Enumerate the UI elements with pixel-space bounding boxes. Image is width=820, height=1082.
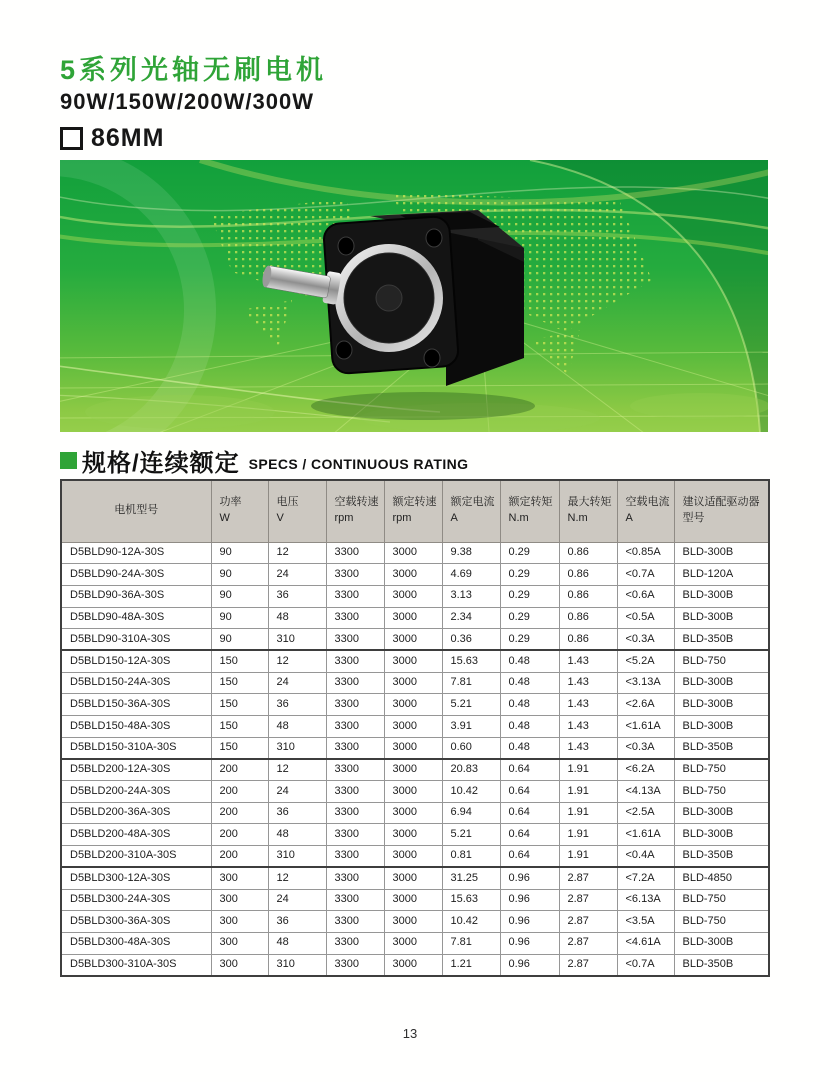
table-row bbox=[61, 716, 769, 738]
table-cell: 150 bbox=[211, 716, 268, 738]
table-cell: BLD-300B bbox=[674, 672, 769, 694]
section-title-en: SPECS / CONTINUOUS RATING bbox=[248, 455, 469, 472]
table-row bbox=[61, 846, 769, 868]
table-cell: 48 bbox=[268, 607, 326, 629]
table-cell: BLD-300B bbox=[674, 802, 769, 824]
table-cell: <2.6A bbox=[617, 694, 674, 716]
table-cell: 2.87 bbox=[559, 954, 617, 976]
table-cell: 2.87 bbox=[559, 932, 617, 954]
table-cell: 3300 bbox=[326, 759, 384, 781]
table-cell: 48 bbox=[268, 824, 326, 846]
table-cell: 3300 bbox=[326, 564, 384, 586]
table-cell: 0.86 bbox=[559, 585, 617, 607]
table-cell: 12 bbox=[268, 759, 326, 781]
table-cell: 12 bbox=[268, 542, 326, 564]
column-header: 建议适配驱动器型号 bbox=[674, 480, 769, 542]
table-cell: BLD-750 bbox=[674, 911, 769, 933]
table-cell: BLD-300B bbox=[674, 585, 769, 607]
model-cell: D5BLD200-24A-30S bbox=[61, 781, 211, 803]
table-cell: <6.2A bbox=[617, 759, 674, 781]
model-cell: D5BLD200-310A-30S bbox=[61, 846, 211, 868]
table-cell: 0.81 bbox=[442, 846, 500, 868]
table-cell: BLD-750 bbox=[674, 781, 769, 803]
table-cell: 0.29 bbox=[500, 564, 559, 586]
table-cell: 6.94 bbox=[442, 802, 500, 824]
table-cell: 9.38 bbox=[442, 542, 500, 564]
column-header: 最大转矩 N.m bbox=[559, 480, 617, 542]
table-row bbox=[61, 911, 769, 933]
table-row bbox=[61, 564, 769, 586]
table-cell: <0.3A bbox=[617, 737, 674, 759]
frame-size-label: 86MM bbox=[91, 124, 165, 153]
table-cell: BLD-350B bbox=[674, 954, 769, 976]
table-cell: 3000 bbox=[384, 694, 442, 716]
table-cell: <6.13A bbox=[617, 889, 674, 911]
table-cell: 12 bbox=[268, 867, 326, 889]
table-cell: 90 bbox=[211, 629, 268, 651]
table-cell: 3300 bbox=[326, 607, 384, 629]
table-cell: 1.43 bbox=[559, 694, 617, 716]
table-cell: <3.13A bbox=[617, 672, 674, 694]
table-cell: <1.61A bbox=[617, 716, 674, 738]
model-cell: D5BLD200-36A-30S bbox=[61, 802, 211, 824]
table-cell: 0.96 bbox=[500, 954, 559, 976]
table-cell: 31.25 bbox=[442, 867, 500, 889]
table-cell: 300 bbox=[211, 867, 268, 889]
table-cell: 24 bbox=[268, 889, 326, 911]
table-cell: 0.60 bbox=[442, 737, 500, 759]
table-cell: 36 bbox=[268, 585, 326, 607]
table-cell: 3300 bbox=[326, 824, 384, 846]
table-cell: 200 bbox=[211, 759, 268, 781]
table-cell: 0.48 bbox=[500, 737, 559, 759]
square-outline-icon bbox=[60, 127, 83, 150]
model-cell: D5BLD300-36A-30S bbox=[61, 911, 211, 933]
table-cell: 3300 bbox=[326, 585, 384, 607]
model-cell: D5BLD150-24A-30S bbox=[61, 672, 211, 694]
table-cell: BLD-4850 bbox=[674, 867, 769, 889]
table-row bbox=[61, 650, 769, 672]
table-cell: 3300 bbox=[326, 650, 384, 672]
table-cell: 20.83 bbox=[442, 759, 500, 781]
table-cell: 3000 bbox=[384, 716, 442, 738]
table-cell: 300 bbox=[211, 932, 268, 954]
table-cell: 3300 bbox=[326, 694, 384, 716]
table-cell: <1.61A bbox=[617, 824, 674, 846]
table-cell: BLD-300B bbox=[674, 694, 769, 716]
table-row bbox=[61, 672, 769, 694]
table-cell: 3300 bbox=[326, 542, 384, 564]
section-marker-icon bbox=[60, 452, 77, 469]
table-row bbox=[61, 542, 769, 564]
table-cell: 36 bbox=[268, 802, 326, 824]
table-cell: <0.3A bbox=[617, 629, 674, 651]
table-cell: 48 bbox=[268, 932, 326, 954]
table-cell: 310 bbox=[268, 954, 326, 976]
table-cell: 200 bbox=[211, 824, 268, 846]
table-cell: 0.36 bbox=[442, 629, 500, 651]
table-cell: 3300 bbox=[326, 672, 384, 694]
column-header: 额定电流 A bbox=[442, 480, 500, 542]
table-row bbox=[61, 954, 769, 976]
table-cell: 0.64 bbox=[500, 759, 559, 781]
table-cell: 200 bbox=[211, 781, 268, 803]
table-cell: BLD-750 bbox=[674, 889, 769, 911]
table-cell: 1.91 bbox=[559, 781, 617, 803]
table-cell: 0.64 bbox=[500, 781, 559, 803]
table-cell: 7.81 bbox=[442, 932, 500, 954]
table-cell: BLD-750 bbox=[674, 759, 769, 781]
table-cell: 90 bbox=[211, 542, 268, 564]
table-cell: 3000 bbox=[384, 954, 442, 976]
table-cell: <4.61A bbox=[617, 932, 674, 954]
table-cell: 0.48 bbox=[500, 650, 559, 672]
table-cell: 2.87 bbox=[559, 867, 617, 889]
model-cell: D5BLD90-36A-30S bbox=[61, 585, 211, 607]
table-cell: <0.7A bbox=[617, 954, 674, 976]
table-cell: 5.21 bbox=[442, 824, 500, 846]
table-cell: 90 bbox=[211, 607, 268, 629]
table-cell: <4.13A bbox=[617, 781, 674, 803]
table-row bbox=[61, 932, 769, 954]
model-cell: D5BLD300-24A-30S bbox=[61, 889, 211, 911]
page-title: 5系列光轴无刷电机 bbox=[60, 55, 328, 85]
table-cell: 1.43 bbox=[559, 716, 617, 738]
table-cell: 3000 bbox=[384, 650, 442, 672]
table-row bbox=[61, 694, 769, 716]
column-header: 额定转速 rpm bbox=[384, 480, 442, 542]
model-cell: D5BLD90-48A-30S bbox=[61, 607, 211, 629]
table-cell: 24 bbox=[268, 781, 326, 803]
section-title-cn: 规格/连续额定 bbox=[82, 450, 240, 477]
model-cell: D5BLD300-12A-30S bbox=[61, 867, 211, 889]
table-cell: <0.7A bbox=[617, 564, 674, 586]
table-cell: 2.87 bbox=[559, 889, 617, 911]
table-cell: 7.81 bbox=[442, 672, 500, 694]
table-cell: 36 bbox=[268, 694, 326, 716]
table-cell: 3000 bbox=[384, 781, 442, 803]
table-cell: <3.5A bbox=[617, 911, 674, 933]
table-row bbox=[61, 802, 769, 824]
table-cell: 1.43 bbox=[559, 650, 617, 672]
table-cell: 310 bbox=[268, 846, 326, 868]
table-cell: 3300 bbox=[326, 802, 384, 824]
table-cell: BLD-300B bbox=[674, 824, 769, 846]
column-header: 电压 V bbox=[268, 480, 326, 542]
table-row bbox=[61, 889, 769, 911]
table-cell: 0.48 bbox=[500, 694, 559, 716]
table-cell: BLD-350B bbox=[674, 737, 769, 759]
table-cell: 3300 bbox=[326, 716, 384, 738]
table-cell: 12 bbox=[268, 650, 326, 672]
table-cell: 3000 bbox=[384, 672, 442, 694]
table-cell: 1.43 bbox=[559, 737, 617, 759]
table-cell: 5.21 bbox=[442, 694, 500, 716]
table-cell: 300 bbox=[211, 911, 268, 933]
section-header bbox=[60, 443, 468, 478]
table-cell: 15.63 bbox=[442, 889, 500, 911]
table-cell: 3300 bbox=[326, 629, 384, 651]
page-subtitle: 90W/150W/200W/300W bbox=[60, 89, 314, 115]
table-cell: 1.21 bbox=[442, 954, 500, 976]
table-cell: 3000 bbox=[384, 759, 442, 781]
table-cell: 3000 bbox=[384, 867, 442, 889]
table-cell: <0.6A bbox=[617, 585, 674, 607]
table-cell: 3000 bbox=[384, 802, 442, 824]
table-cell: 0.64 bbox=[500, 846, 559, 868]
model-cell: D5BLD300-48A-30S bbox=[61, 932, 211, 954]
table-cell: BLD-300B bbox=[674, 932, 769, 954]
table-cell: 3300 bbox=[326, 737, 384, 759]
table-row bbox=[61, 629, 769, 651]
table-cell: 3300 bbox=[326, 867, 384, 889]
table-cell: 24 bbox=[268, 672, 326, 694]
table-row bbox=[61, 585, 769, 607]
model-cell: D5BLD150-12A-30S bbox=[61, 650, 211, 672]
table-cell: 200 bbox=[211, 802, 268, 824]
spec-table-header-row bbox=[61, 480, 769, 542]
table-cell: 3000 bbox=[384, 607, 442, 629]
model-cell: D5BLD90-24A-30S bbox=[61, 564, 211, 586]
table-cell: BLD-750 bbox=[674, 650, 769, 672]
model-cell: D5BLD300-310A-30S bbox=[61, 954, 211, 976]
table-cell: 1.91 bbox=[559, 824, 617, 846]
table-cell: 150 bbox=[211, 694, 268, 716]
table-cell: 310 bbox=[268, 737, 326, 759]
table-cell: 2.87 bbox=[559, 911, 617, 933]
table-cell: 90 bbox=[211, 585, 268, 607]
table-cell: 0.48 bbox=[500, 672, 559, 694]
table-cell: 3300 bbox=[326, 889, 384, 911]
table-cell: 0.29 bbox=[500, 607, 559, 629]
table-cell: 3.13 bbox=[442, 585, 500, 607]
model-cell: D5BLD150-310A-30S bbox=[61, 737, 211, 759]
table-cell: 0.96 bbox=[500, 867, 559, 889]
table-cell: 3000 bbox=[384, 824, 442, 846]
model-cell: D5BLD150-48A-30S bbox=[61, 716, 211, 738]
table-cell: 1.91 bbox=[559, 846, 617, 868]
table-cell: 36 bbox=[268, 911, 326, 933]
table-cell: 10.42 bbox=[442, 911, 500, 933]
table-cell: 3000 bbox=[384, 889, 442, 911]
frame-size-row bbox=[60, 124, 768, 153]
table-cell: BLD-300B bbox=[674, 607, 769, 629]
table-row bbox=[61, 781, 769, 803]
table-cell: 200 bbox=[211, 846, 268, 868]
table-cell: 3300 bbox=[326, 954, 384, 976]
table-row bbox=[61, 737, 769, 759]
table-cell: 1.43 bbox=[559, 672, 617, 694]
table-row bbox=[61, 607, 769, 629]
table-cell: 0.96 bbox=[500, 932, 559, 954]
table-cell: 4.69 bbox=[442, 564, 500, 586]
table-cell: <5.2A bbox=[617, 650, 674, 672]
table-cell: 90 bbox=[211, 564, 268, 586]
table-row bbox=[61, 867, 769, 889]
table-cell: 2.34 bbox=[442, 607, 500, 629]
model-cell: D5BLD200-12A-30S bbox=[61, 759, 211, 781]
table-cell: 0.29 bbox=[500, 629, 559, 651]
table-cell: <2.5A bbox=[617, 802, 674, 824]
table-cell: 3000 bbox=[384, 846, 442, 868]
table-cell: 3300 bbox=[326, 932, 384, 954]
table-cell: 150 bbox=[211, 737, 268, 759]
table-cell: BLD-300B bbox=[674, 542, 769, 564]
column-header: 空载电流 A bbox=[617, 480, 674, 542]
table-cell: 0.86 bbox=[559, 542, 617, 564]
spec-table-body bbox=[61, 542, 769, 976]
table-cell: 150 bbox=[211, 650, 268, 672]
banner-art bbox=[60, 160, 768, 432]
table-cell: <0.85A bbox=[617, 542, 674, 564]
model-cell: D5BLD150-36A-30S bbox=[61, 694, 211, 716]
table-cell: 3000 bbox=[384, 542, 442, 564]
page-number: 13 bbox=[402, 1026, 418, 1041]
model-cell: D5BLD200-48A-30S bbox=[61, 824, 211, 846]
table-cell: BLD-120A bbox=[674, 564, 769, 586]
column-header: 电机型号 bbox=[61, 480, 211, 542]
table-cell: <0.5A bbox=[617, 607, 674, 629]
model-cell: D5BLD90-12A-30S bbox=[61, 542, 211, 564]
table-cell: 0.86 bbox=[559, 607, 617, 629]
table-cell: 300 bbox=[211, 954, 268, 976]
table-cell: 3300 bbox=[326, 911, 384, 933]
table-cell: BLD-300B bbox=[674, 716, 769, 738]
table-cell: 3000 bbox=[384, 737, 442, 759]
table-cell: 3.91 bbox=[442, 716, 500, 738]
table-cell: 3000 bbox=[384, 585, 442, 607]
table-row bbox=[61, 824, 769, 846]
table-cell: 3000 bbox=[384, 911, 442, 933]
table-cell: 1.91 bbox=[559, 802, 617, 824]
table-cell: 3000 bbox=[384, 629, 442, 651]
header-block bbox=[60, 55, 768, 153]
table-cell: 10.42 bbox=[442, 781, 500, 803]
spec-table bbox=[60, 479, 770, 977]
table-cell: 3000 bbox=[384, 564, 442, 586]
table-row bbox=[61, 759, 769, 781]
table-cell: 0.29 bbox=[500, 542, 559, 564]
table-cell: 0.29 bbox=[500, 585, 559, 607]
column-header: 额定转矩 N.m bbox=[500, 480, 559, 542]
table-cell: 24 bbox=[268, 564, 326, 586]
table-cell: 3300 bbox=[326, 781, 384, 803]
table-cell: 310 bbox=[268, 629, 326, 651]
table-cell: 0.64 bbox=[500, 802, 559, 824]
column-header: 空载转速 rpm bbox=[326, 480, 384, 542]
model-cell: D5BLD90-310A-30S bbox=[61, 629, 211, 651]
table-cell: 3000 bbox=[384, 932, 442, 954]
table-cell: 0.86 bbox=[559, 564, 617, 586]
table-cell: 48 bbox=[268, 716, 326, 738]
table-cell: <7.2A bbox=[617, 867, 674, 889]
product-banner bbox=[60, 160, 768, 432]
column-header: 功率 W bbox=[211, 480, 268, 542]
table-cell: 0.96 bbox=[500, 889, 559, 911]
table-cell: 1.91 bbox=[559, 759, 617, 781]
table-cell: 0.48 bbox=[500, 716, 559, 738]
table-cell: 0.64 bbox=[500, 824, 559, 846]
table-cell: BLD-350B bbox=[674, 629, 769, 651]
table-cell: 300 bbox=[211, 889, 268, 911]
table-cell: 15.63 bbox=[442, 650, 500, 672]
table-cell: 0.96 bbox=[500, 911, 559, 933]
table-cell: 3300 bbox=[326, 846, 384, 868]
table-cell: 150 bbox=[211, 672, 268, 694]
table-cell: <0.4A bbox=[617, 846, 674, 868]
table-cell: 0.86 bbox=[559, 629, 617, 651]
table-cell: BLD-350B bbox=[674, 846, 769, 868]
